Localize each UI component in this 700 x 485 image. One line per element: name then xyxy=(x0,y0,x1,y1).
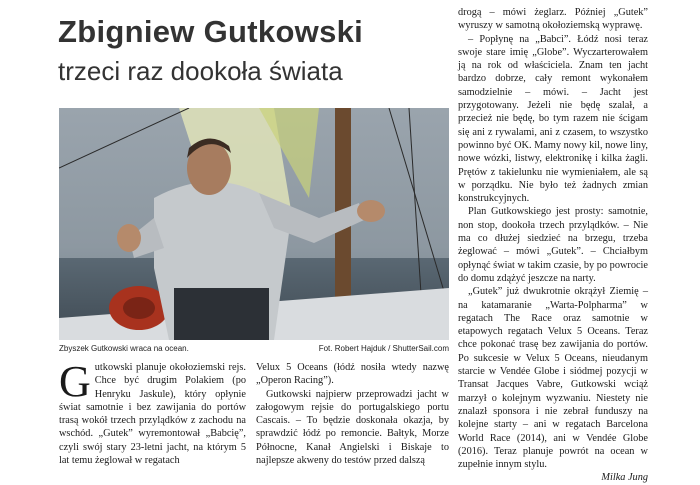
sailor-photo xyxy=(59,108,449,340)
paragraph: Gutkowski najpierw przeprowadzi jacht w załogowym rejsie do portugalskiego portu Cascais. – To będzie doskonała okazja, by sprawdzić łódź po remoncie. Bałtyk, Morze Północne, Kanał Angielski i Biskaje to najlepsze akweny do testów przed dalszą xyxy=(256,388,449,467)
paragraph: Plan Gutkowskiego jest prosty: samotnie, non stop, dookoła trzech przylądków. – Nie ma co dłużej siedzieć na brzegu, trzeba żeglować – mówi „Gutek”. – Chciałbym opłynąć świat w takim czasie, by po powrocie do domu zdążyć jeszcze na narty. xyxy=(458,206,648,284)
article-column-1 xyxy=(59,357,246,467)
paragraph: Velux 5 Oceans (łódź nosiła wtedy nazwę „Operon Racing”). xyxy=(256,362,449,387)
paragraph: utkowski planuje okołoziemski rejs. Chce być drugim Polakiem (po Henryku Jaskule), który opłynie świat samotnie i bez zawijania do portów trasą wokół trzech przylądków z zachodu na wschód. „Gutek” wyremontował „Babcię”, czyli swój stary 23-letni jacht, na którym 5 lat temu żeglował w regatach xyxy=(59,362,246,467)
photo-credit: Fot. Robert Hajduk / ShutterSail.com xyxy=(318,344,449,353)
article-column-3 xyxy=(458,6,648,485)
author-signature: Milka Jung xyxy=(601,472,648,484)
paragraph: – Popłynę na „Babci”. Łódź nosi teraz swoje stare imię „Globe”. Wyczarterowałem ją na rok od właściciela. Znam ten jacht bardzo dobrze, cały remont wykonałem samodzielnie – mówi. – Jacht jest przygotowany. Jeżeli nie będę szalał, a przecież nie będę, bo tym razem nie ścigam się ani z rywalami, ani z czasem, to wszystko powinno być OK. Mamy nowy kil, nowe liny, nowe wózki, listwy, elektronikę i kilka żagli. Prętów z takielunku nie wymieniałem, ale są w porządku. Nie było też żadnych zmian konstrukcyjnych. xyxy=(458,33,648,205)
paragraph: „Gutek” już dwukrotnie okrążył Ziemię – na katamaranie „Warta-Polpharma” w regatach The Race oraz samotnie w etapowych regatach Velux 5 Oceans. Teraz chce pokonać trasę bez zawijania do portów. Po sukcesie w Velux 5 Oceans, nieudanym starcie w Vendée Globe i siódmej pozycji w Transat Jacques Vabre, Gutkowski wciąż marzył o kolejnym wyzwaniu. Niestety nie znalazł sponsora i nie zebrał funduszy na kolejne starty – ani w regatach Barcelona World Race (2014), ani w Vendée Globe (2016). Teraz planuje powrót na ocean w zupełnie innym stylu. xyxy=(458,286,648,471)
article-column-2 xyxy=(256,361,449,467)
article-title: Zbigniew Gutkowski xyxy=(58,14,364,49)
article-subtitle: trzeci raz dookoła świata xyxy=(58,56,343,86)
drop-cap: G xyxy=(59,357,91,406)
photo-caption: Zbyszek Gutkowski wraca na ocean. xyxy=(59,344,189,353)
paragraph: drogą – mówi żeglarz. Później „Gutek” wyruszy w samotną okołoziemską wyprawę. xyxy=(458,7,648,32)
